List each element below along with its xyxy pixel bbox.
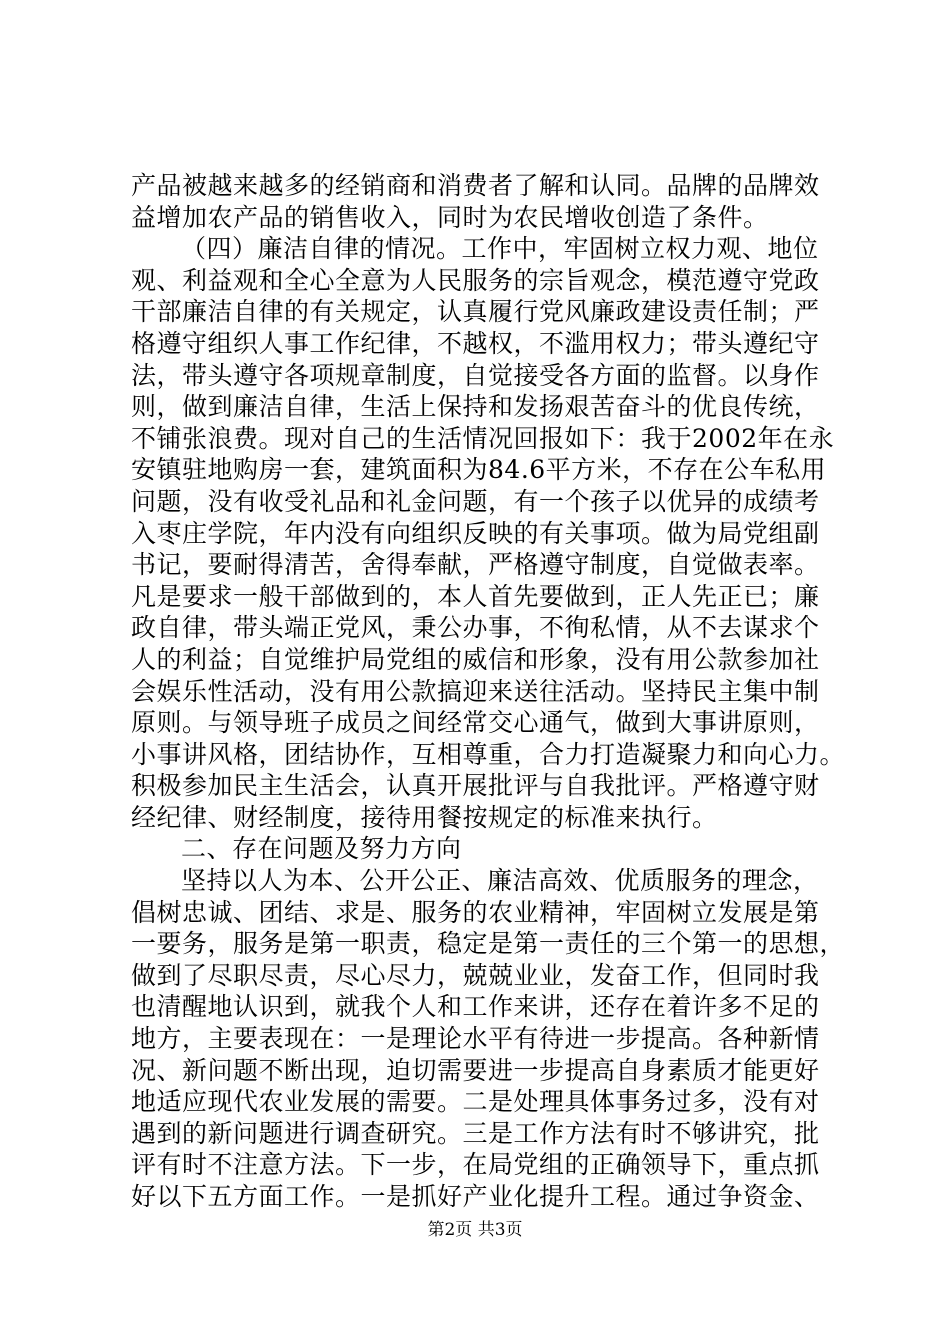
text-line: 一要务，服务是第一职责，稳定是第一责任的三个第一的思想， [131,929,846,959]
text-line: 小事讲风格，团结协作，互相尊重，合力打造凝聚力和向心力。 [131,739,846,769]
document-body [131,170,846,1213]
text-line: 益增加农产品的销售收入，同时为农民增收创造了条件。 [131,202,769,232]
text-line: 安镇驻地购房一套，建筑面积为84.6平方米，不存在公车私用 [131,455,827,485]
text-line: 经纪律、财经制度，接待用餐按规定的标准来执行。 [131,802,718,832]
text-line: （四）廉洁自律的情况。工作中，牢固树立权力观、地位 [181,234,819,264]
page-number: 第2页 共3页 [427,1220,523,1240]
text-line: 书记，要耐得清苦，舍得奉献，严格遵守制度，自觉做表率。 [131,550,820,580]
text-line: 二、存在问题及努力方向 [181,834,462,864]
text-line: 政自律，带头端正党风，秉公办事，不徇私情，从不去谋求个 [131,613,820,643]
text-line: 原则。与领导班子成员之间经常交心通气，做到大事讲原则， [131,708,820,738]
text-line: 干部廉洁自律的有关规定，认真履行党风廉政建设责任制；严 [131,297,820,327]
page-footer [0,1218,950,1242]
text-line: 格遵守组织人事工作纪律，不越权，不滥用权力；带头遵纪守 [131,328,820,358]
text-line: 凡是要求一般干部做到的，本人首先要做到，正人先正已；廉 [131,581,820,611]
text-line: 坚持以人为本、公开公正、廉洁高效、优质服务的理念， [181,866,819,896]
text-line: 况、新问题不断出现，迫切需要进一步提高自身素质才能更好 [131,1055,820,1085]
text-line: 做到了尽职尽责，尽心尽力，兢兢业业，发奋工作，但同时我 [131,960,820,990]
text-line: 人的利益；自觉维护局党组的威信和形象，没有用公款参加社 [131,644,820,674]
text-line: 评有时不注意方法。下一步，在局党组的正确领导下，重点抓 [131,1150,820,1180]
text-line: 倡树忠诚、团结、求是、服务的农业精神，牢固树立发展是第 [131,897,820,927]
text-line: 产品被越来越多的经销商和消费者了解和认同。品牌的品牌效 [131,171,820,200]
text-line: 会娱乐性活动，没有用公款搞迎来送往活动。坚持民主集中制 [131,676,820,706]
text-line: 问题，没有收受礼品和礼金问题，有一个孩子以优异的成绩考 [131,486,820,516]
text-line: 好以下五方面工作。一是抓好产业化提升工程。通过争资金、 [131,1182,820,1211]
text-line: 不铺张浪费。现对自己的生活情况回报如下：我于2002年在永 [131,423,835,453]
text-line: 则，做到廉洁自律，生活上保持和发扬艰苦奋斗的优良传统， [131,392,820,422]
text-line: 入枣庄学院，年内没有向组织反映的有关事项。做为局党组副 [131,518,820,548]
text-line: 遇到的新问题进行调查研究。三是工作方法有时不够讲究，批 [131,1118,820,1148]
text-line: 观、利益观和全心全意为人民服务的宗旨观念，模范遵守党政 [131,265,820,295]
text-line: 也清醒地认识到，就我个人和工作来讲，还存在着许多不足的 [131,992,820,1022]
text-line: 法，带头遵守各项规章制度，自觉接受各方面的监督。以身作 [131,360,820,390]
text-line: 地适应现代农业发展的需要。二是处理具体事务过多，没有对 [131,1087,820,1117]
text-line: 地方，主要表现在：一是理论水平有待进一步提高。各种新情 [131,1024,820,1054]
text-line: 积极参加民主生活会，认真开展批评与自我批评。严格遵守财 [131,771,820,801]
